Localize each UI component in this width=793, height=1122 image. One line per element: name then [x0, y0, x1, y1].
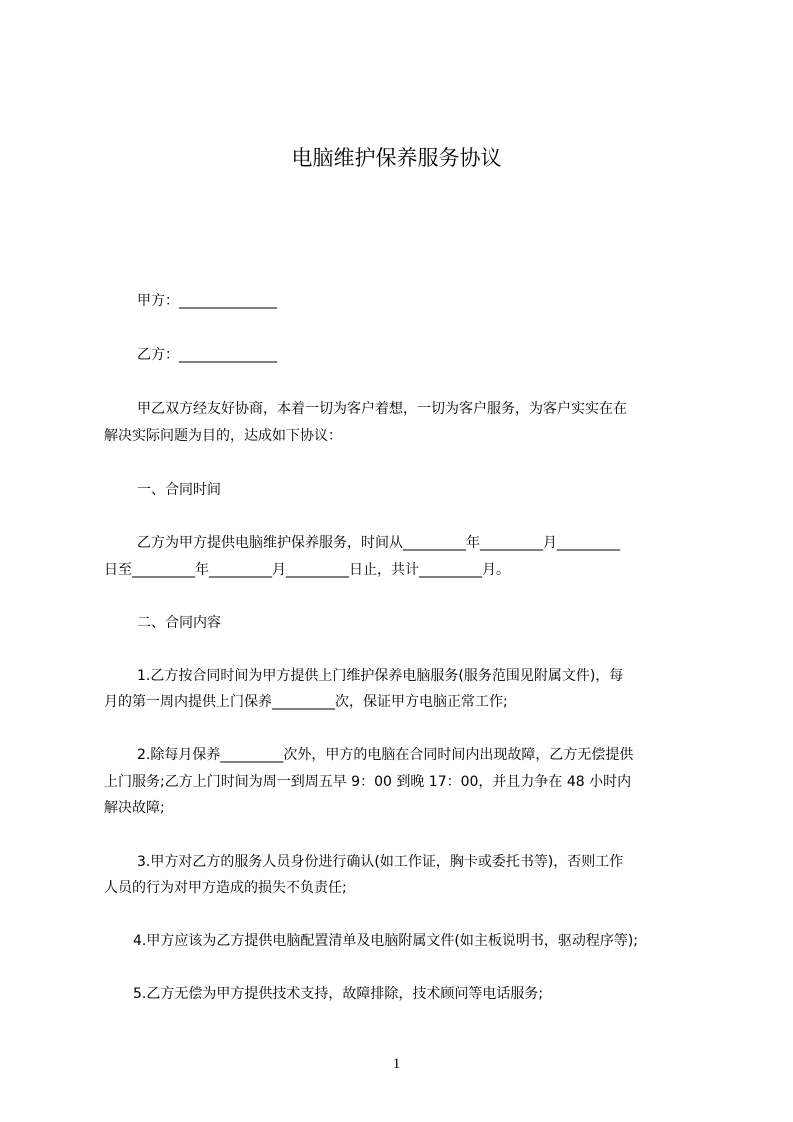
section-heading-time: 一、合同时间	[137, 482, 221, 498]
section1-paragraph-line: 乙方为甲方提供电脑维护保养服务，时间从_________年_________月_________	[137, 535, 620, 551]
section1-paragraph-line: 日至_________年_________月_________日止，共计_________月。	[104, 562, 510, 578]
page-number: 1	[392, 1056, 401, 1072]
clause-3-line: 人员的行为对甲方造成的损失不负责任;	[104, 880, 347, 896]
intro-paragraph-line: 甲乙双方经友好协商，本着一切为客户着想，一切为客户服务，为客户实实在在	[137, 401, 627, 417]
clause-1-line: 1.乙方按合同时间为甲方提供上门维护保养电脑服务(服务范围见附属文件)，每	[137, 668, 624, 684]
clause-2-line: 上门服务;乙方上门时间为周一到周五早 9：00 到晚 17：00，并且力争在 48 小时内	[104, 774, 632, 790]
clause-2-line: 2.除每月保养_________次外，甲方的电脑在合同时间内出现故障，乙方无偿提供	[137, 747, 634, 763]
section-heading-content: 二、合同内容	[137, 615, 221, 631]
clause-1-line: 月的第一周内提供上门保养_________次，保证甲方电脑正常工作;	[104, 694, 508, 710]
clause-2-line: 解决故障;	[104, 800, 165, 816]
clause-5-line: 5.乙方无偿为甲方提供技术支持，故障排除，技术顾问等电话服务;	[133, 986, 544, 1002]
clause-3-line: 3.甲方对乙方的服务人员身份进行确认(如工作证，胸卡或委托书等)，否则工作	[137, 854, 624, 870]
clause-4-line: 4.甲方应该为乙方提供电脑配置清单及电脑附属文件(如主板说明书，驱动程序等);	[133, 933, 638, 949]
intro-paragraph-line: 解决实际问题为目的，达成如下协议：	[104, 428, 342, 444]
document-title: 电脑维护保养服务协议	[291, 146, 502, 170]
party-b-line: 乙方：______________	[137, 347, 277, 363]
party-a-line: 甲方：______________	[137, 293, 277, 309]
